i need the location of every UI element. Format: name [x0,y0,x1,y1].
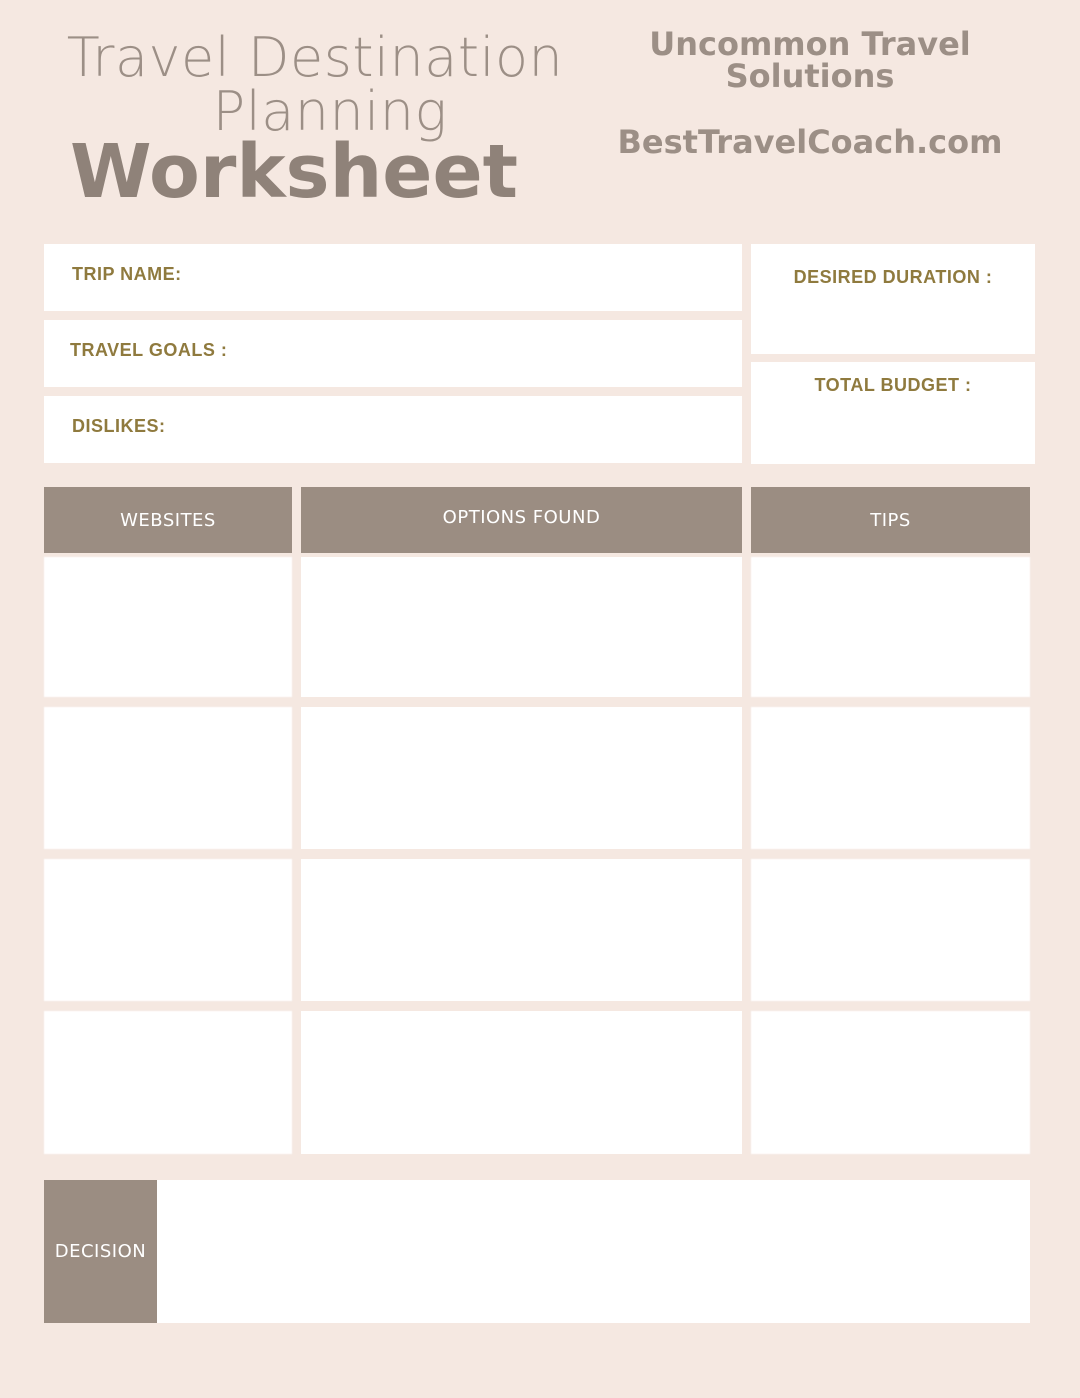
total-budget-label: TOTAL BUDGET : [814,375,972,395]
desired-duration-label: DESIRED DURATION : [793,267,993,287]
tip-cell [751,859,1030,1001]
trip-name-field[interactable] [44,244,742,311]
dislikes-label: DISLIKES: [72,416,166,436]
tip-cell [751,707,1030,849]
websites-header: WEBSITES [44,487,292,553]
desired-duration-field[interactable] [751,244,1035,354]
travel-goals-field[interactable] [44,320,742,387]
tips-header: TIPS [751,487,1030,553]
travel-goals-label: TRAVEL GOALS : [70,340,228,360]
dislikes-field[interactable] [44,396,742,463]
options-found-header: OPTIONS FOUND [301,487,742,553]
website-cell [44,557,292,697]
title-line-2: Planning [212,80,448,143]
trip-name-label: TRIP NAME: [72,264,182,284]
option-cell[interactable] [301,859,742,1001]
title-line-3: Worksheet [70,129,519,215]
brand-name: Uncommon Travel Solutions [649,25,971,95]
tip-cell [751,1011,1030,1154]
total-budget-field[interactable] [751,362,1035,464]
title-line-1: Travel Destination [66,26,564,89]
website-cell [44,707,292,849]
decision-label: DECISION [44,1180,157,1323]
option-cell[interactable] [301,707,742,849]
tip-cell [751,557,1030,697]
option-cell[interactable] [301,557,742,697]
brand-site: BestTravelCoach.com [617,123,1003,161]
website-cell [44,1011,292,1154]
website-cell [44,859,292,1001]
decision-field[interactable] [157,1180,1030,1323]
option-cell[interactable] [301,1011,742,1154]
